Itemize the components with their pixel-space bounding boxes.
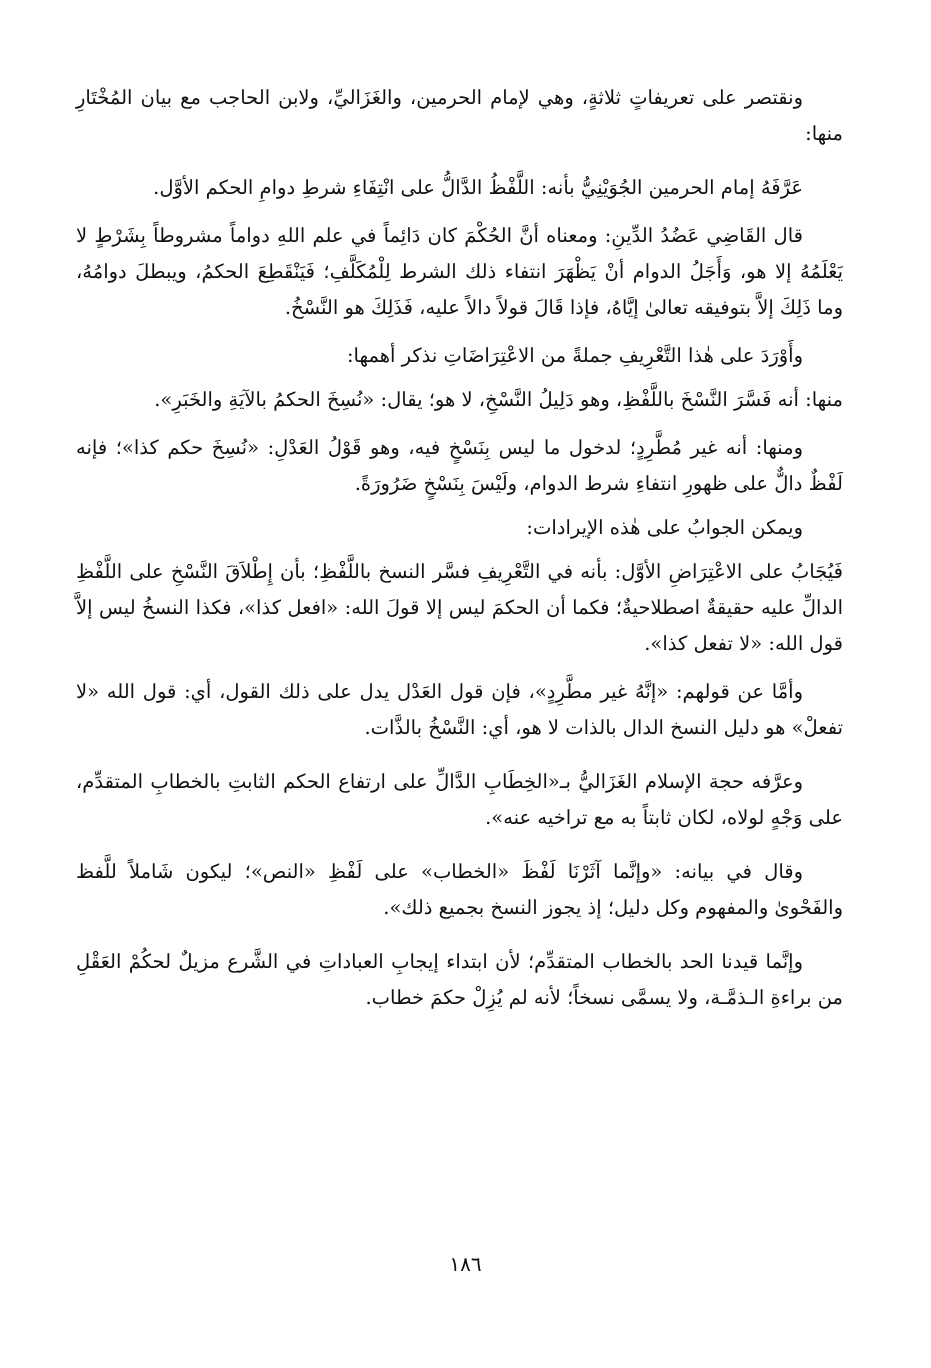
document-page — [76, 80, 843, 1280]
paragraph-objections-intro: وأَوْرَدَ على هٰذا التَّعْرِيفِ جملةً من الاعْتِرَاضَاتِ نذكر أهمها: — [346, 344, 803, 367]
paragraph-answer-intro: ويمكن الجوابُ على هٰذه الإيرادات: — [526, 516, 803, 539]
paragraph-adud-explanation: قال القَاضِي عَضُدُ الدِّينِ: ومعناه أنَّ الحُكْمَ كان دَائِماً في علم اللهِ دواماً مشروطاً بِشَرْطٍ لا يَعْلَمُهُ إلا هو، وَأَجَلُ الدوام أنْ يَظْهَرَ انتفاء ذلك الشرط لِلْمُكَلَّفِ؛ فَيَنْقَطِعَ الحكمُ، ويبطلَ دوامُهُ، وما ذَلِكَ إلاَّ بتوفيقه تعالىٰ إيَّاهُ، فإذا قَالَ قولاً دالاً عليه، فَذَلِكَ هو النَّسْخُ. — [76, 224, 843, 319]
paragraph-intro: ونقتصر على تعريفاتٍ ثلاثةٍ، وهي لإمام الحرمين، والغَزَاليِّ، ولابن الحاجب مع بيان المُخْتَارِ منها: — [76, 86, 843, 145]
paragraph-answer-two: وأمَّا عن قولهم: «إنَّهُ غير مطَّرِدٍ»، فإن قول العَدْل يدل على ذلك القول، أي: قول الله «لا تفعلْ» هو دليل النسخ الدال بالذات لا هو، أي: النَّسْخُ بالذَّات. — [76, 680, 843, 739]
paragraph-ghazali-definition: وعرَّفه حجة الإسلام الغَزَاليُّ بـ«الخِطَابِ الدَّالِّ على ارتفاع الحكم الثابتِ بالخطابِ المتقدِّم، على وَجْهٍ لولاه، لكان ثابتاً به مع تراخيه عنه». — [76, 770, 843, 829]
paragraph-ghazali-explanation: وقال في بيانه: «وإنَّما آثَرْنَا لَفْظَ «الخطاب» على لَفْظِ «النص»؛ ليكون شَاملاً للَّفظ والفَحْوىٰ والمفهوم وكل دليل؛ إذ يجوز النسخ بجميع ذلك». — [76, 860, 843, 919]
page-number: ١٨٦ — [449, 1252, 482, 1276]
paragraph-answer-one: فَيُجَابُ على الاعْتِرَاضِ الأوَّل: بأنه في التَّعْرِيفِ فسَّر النسخ باللَّفْظِ؛ بأن إِطْلاَقَ النَّسْخِ على اللَّفْظِ الدالِّ عليه حقيقةٌ اصطلاحيةٌ؛ فكما أن الحكمَ ليس إلا قولَ الله: «افعل كذا»، فكذا النسخُ ليس إلاَّ قول الله: «لا تفعل كذا». — [76, 560, 843, 655]
paragraph-juwayni-definition: عَرَّفَهُ إمام الحرمين الجُوَيْنِيُّ بأنه: اللَّفْظُ الدَّالُّ على انْتِفَاءِ شرطِ دوامِ الحكم الأوَّل. — [153, 176, 803, 199]
paragraph-objection-two: ومنها: أنه غير مُطَّرِدٍ؛ لدخول ما ليس بِنَسْخٍ فيه، وهو قَوْلُ العَدْلِ: «نُسِخَ حكم كذا»؛ فإنه لَفْظٌ دالٌّ على ظهورِ انتفاءِ شرط الدوام، ولَيْسَ بِنَسْخٍ ضَرُورَةً. — [76, 436, 843, 495]
paragraph-objection-one: منها: أنه فَسَّرَ النَّسْخَ باللَّفْظِ، وهو دَلِيلُ النَّسْخِ، لا هو؛ يقال: «نُسِخَ الحكمُ بالآيَةِ والخَبَرِ». — [154, 388, 843, 411]
paragraph-restriction-reason: وإنَّما قيدنا الحد بالخطاب المتقدِّم؛ لأن ابتداء إيجابِ العباداتِ في الشَّرع مزيلٌ لحكُمْ العَقْلِ من براءةِ الـذمَّـة، ولا يسمَّى نسخاً؛ لأنه لم يُزِلْ حكمَ خطاب. — [76, 950, 843, 1009]
